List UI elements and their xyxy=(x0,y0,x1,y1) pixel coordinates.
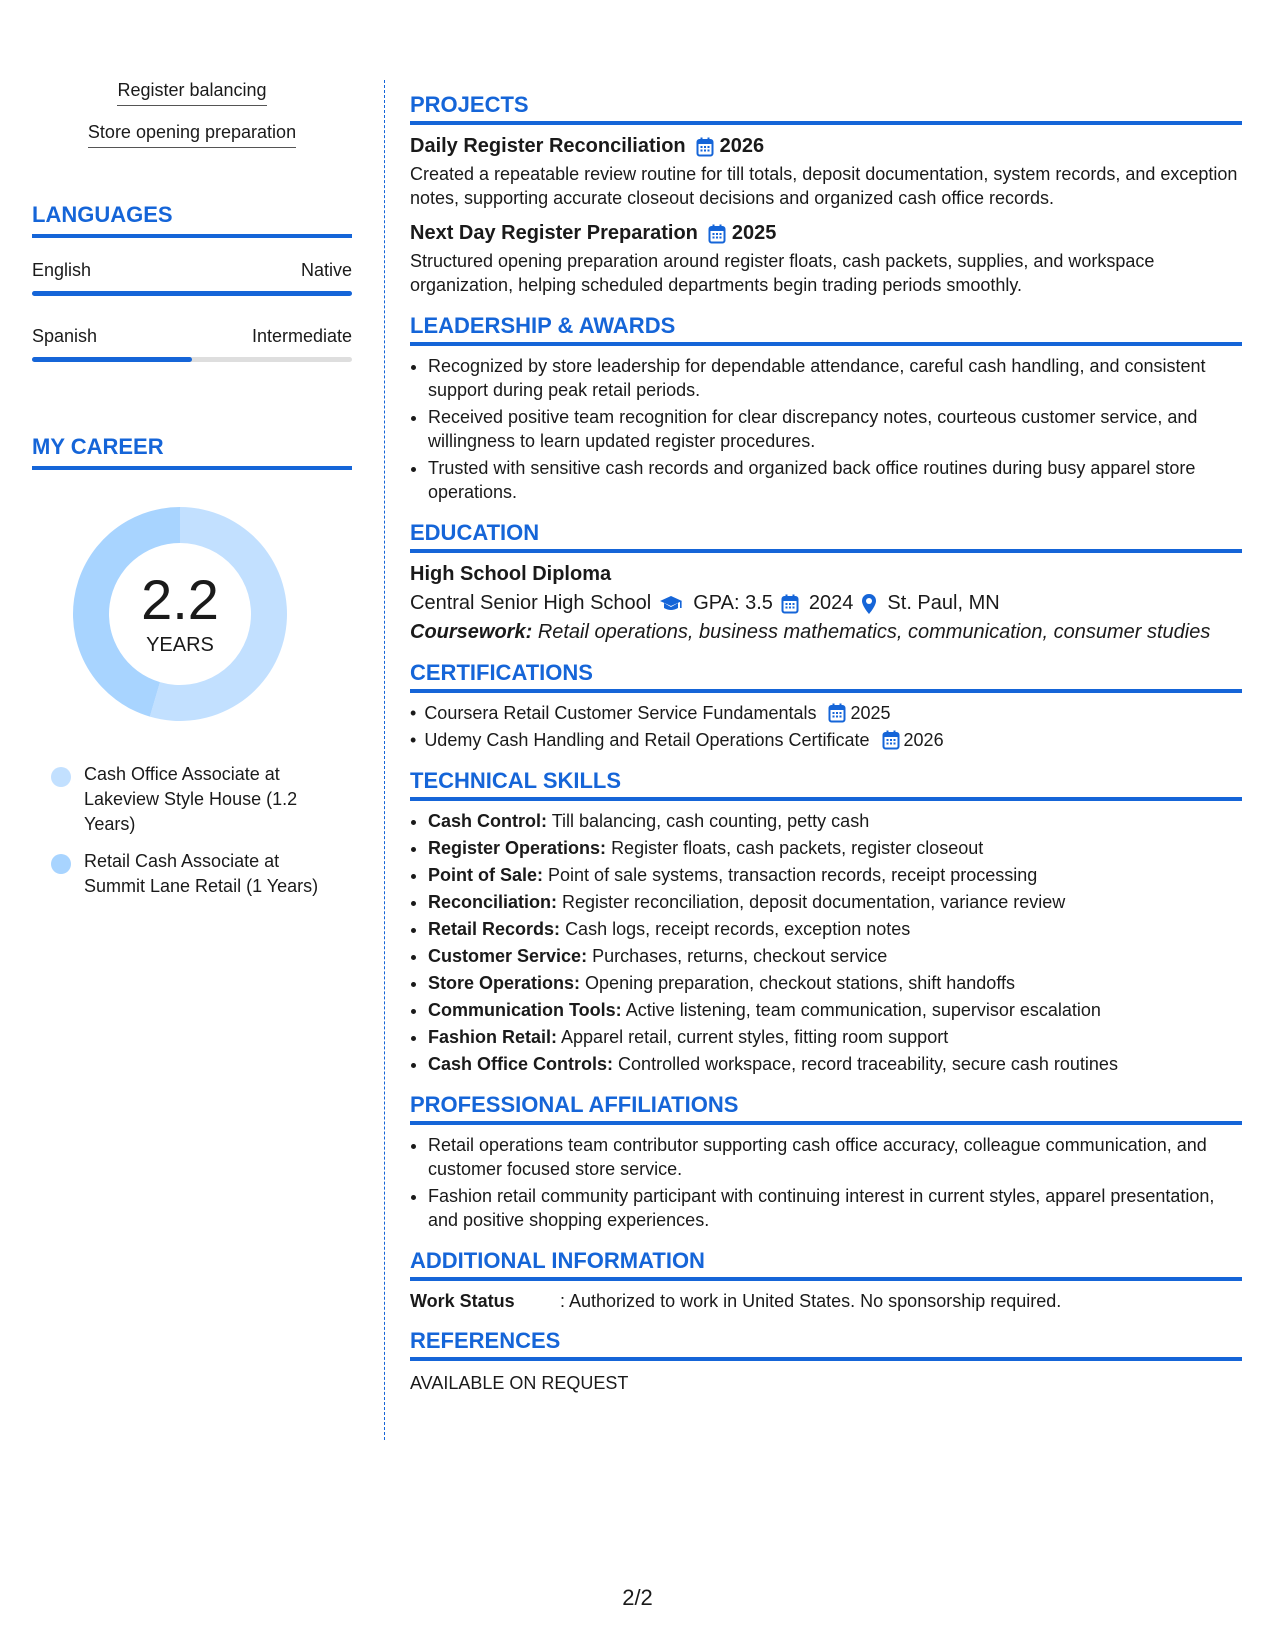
affiliation-item: • Fashion retail community participant with continuing interest in current styles, apparel presentation, and positive shopping experiences. xyxy=(428,1184,1242,1232)
language-level: Intermediate xyxy=(251,326,352,346)
skill-item: • Customer Service: Purchases, returns, checkout service xyxy=(428,944,1242,968)
career-donut-chart xyxy=(66,500,294,728)
coursework-text: Retail operations, business mathematics, communication, consumer studies xyxy=(537,621,1211,643)
language-level: Native xyxy=(300,260,352,280)
affiliations-heading: PROFESSIONAL AFFILIATIONS xyxy=(410,1092,1242,1125)
project-description: Structured opening preparation around register floats, cash packets, supplies, and workspace organization, helping scheduled departments begin trading periods smoothly. xyxy=(410,251,1155,295)
education-section xyxy=(410,520,1242,644)
career-total-unit: YEARS xyxy=(146,633,214,656)
proficiency-fill xyxy=(32,291,352,296)
additional-heading: ADDITIONAL INFORMATION xyxy=(410,1248,1242,1281)
certifications-heading: CERTIFICATIONS xyxy=(410,660,1242,693)
leadership-item: • Received positive team recognition for clear discrepancy notes, courteous customer service, and willingness to learn updated register procedures. xyxy=(428,405,1242,453)
right-column xyxy=(410,92,1242,1394)
skill-item: • Cash Office Controls: Controlled workspace, record traceability, secure cash routines xyxy=(428,1052,1242,1076)
skill-item: • Point of Sale: Point of sale systems, transaction records, receipt processing xyxy=(428,863,1242,887)
coursework-label: Coursework: xyxy=(410,621,533,643)
location: St. Paul, MN xyxy=(887,592,1000,614)
affiliations-section xyxy=(410,1092,1242,1232)
skill-item: • Reconciliation: Register reconciliation, deposit documentation, variance review xyxy=(428,890,1242,914)
graduation-year: 2024 xyxy=(808,592,854,614)
work-status-value: : Authorized to work in United States. No sponsorship required. xyxy=(560,1291,1062,1311)
certification-year: 2026 xyxy=(903,730,944,750)
language-entry xyxy=(32,260,352,296)
skill-item: • Register Operations: Register floats, cash packets, register closeout xyxy=(428,836,1242,860)
skill-item: • Communication Tools: Active listening, team communication, supervisor escalation xyxy=(428,998,1242,1022)
references-section xyxy=(410,1328,1242,1394)
certification-year: 2025 xyxy=(850,703,891,723)
language-name: Spanish xyxy=(32,326,98,346)
career-heading: MY CAREER xyxy=(32,434,352,470)
skill-tag: Store opening preparation xyxy=(32,122,352,148)
calendar-icon xyxy=(696,137,714,157)
career-total-years: 2.2 xyxy=(141,567,219,631)
gpa: GPA: 3.5 xyxy=(693,592,773,614)
certification-item: • Udemy Cash Handling and Retail Operations Certificate 2026 xyxy=(410,730,944,750)
project-description: Created a repeatable review routine for till totals, deposit documentation, system records, and exception notes, supporting accurate closeout decisions and organized cash office records. xyxy=(410,164,1238,208)
languages-heading: LANGUAGES xyxy=(32,202,352,238)
leadership-item: • Recognized by store leadership for dependable attendance, careful cash handling, and consistent support during peak retail periods. xyxy=(428,354,1242,402)
left-column xyxy=(32,80,352,911)
page-number: 2/2 xyxy=(622,1585,653,1610)
certification-name: Udemy Cash Handling and Retail Operations Certificate xyxy=(424,730,870,750)
certifications-section xyxy=(410,660,1242,752)
technical-skills-section xyxy=(410,768,1242,1076)
skill-item: • Retail Records: Cash logs, receipt records, exception notes xyxy=(428,917,1242,941)
skill-item: • Fashion Retail: Apparel retail, current styles, fitting room support xyxy=(428,1025,1242,1049)
calendar-icon xyxy=(781,594,799,614)
affiliation-item: • Retail operations team contributor supporting cash office accuracy, colleague communication, and customer focused store service. xyxy=(428,1133,1242,1181)
project-title: Next Day Register Preparation xyxy=(410,222,698,244)
language-entry xyxy=(32,326,352,362)
education-heading: EDUCATION xyxy=(410,520,1242,553)
calendar-icon xyxy=(828,703,846,723)
location-pin-icon xyxy=(861,593,877,615)
project-year: 2026 xyxy=(719,135,765,157)
project-entry xyxy=(410,135,1242,210)
proficiency-bar xyxy=(32,291,352,296)
graduation-cap-icon xyxy=(659,595,683,613)
leadership-item: • Trusted with sensitive cash records and organized back office routines during busy apparel store operations. xyxy=(428,456,1242,504)
leadership-heading: LEADERSHIP & AWARDS xyxy=(410,313,1242,346)
references-text: AVAILABLE ON REQUEST xyxy=(410,1373,629,1393)
projects-section xyxy=(410,92,1242,297)
skill-tag: Register balancing xyxy=(32,80,352,106)
calendar-icon xyxy=(708,224,726,244)
certification-name: Coursera Retail Customer Service Fundamentals xyxy=(424,703,817,723)
certification-item: • Coursera Retail Customer Service Fundamentals 2025 xyxy=(410,703,891,723)
skills-heading: TECHNICAL SKILLS xyxy=(410,768,1242,801)
additional-info-section xyxy=(410,1248,1242,1312)
legend-dot xyxy=(51,767,71,787)
career-legend-item: Cash Office Associate at Lakeview Style House (1.2 Years) xyxy=(51,762,334,837)
skill-item: • Cash Control: Till balancing, cash counting, petty cash xyxy=(428,809,1242,833)
project-title: Daily Register Reconciliation xyxy=(410,135,686,157)
legend-dot xyxy=(51,854,71,874)
calendar-icon xyxy=(882,730,900,750)
references-heading: REFERENCES xyxy=(410,1328,1242,1361)
school-name: Central Senior High School xyxy=(410,592,652,614)
column-divider xyxy=(384,80,385,1440)
skill-item: • Store Operations: Opening preparation, checkout stations, shift handoffs xyxy=(428,971,1242,995)
language-name: English xyxy=(32,260,92,280)
project-entry xyxy=(410,222,1242,297)
projects-heading: PROJECTS xyxy=(410,92,1242,125)
degree: High School Diploma xyxy=(410,563,612,585)
project-year: 2025 xyxy=(731,222,777,244)
leadership-section xyxy=(410,313,1242,504)
work-status-label: Work Status xyxy=(410,1291,515,1311)
career-legend-item: Retail Cash Associate at Summit Lane Retail (1 Years) xyxy=(51,849,334,899)
